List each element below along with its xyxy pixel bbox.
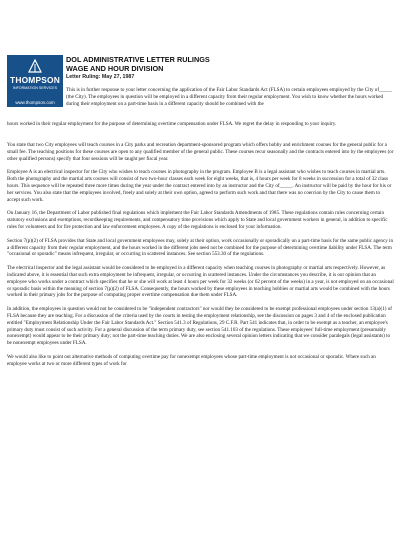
intro-paragraph: This is in further response to your letter concerning the application of the Fair Labor Standards Act (FLSA) to certain employees employed by the City of_____ (the City). The employees in question will be employed in a different capacity from their regular employment. You wish to know whether the hours worked during their employment on a part-time basis in a different capacity should be combined with the	[66, 87, 392, 107]
document-body	[7, 142, 394, 375]
paragraph-city-employees: You state that two City employees will teach courses in a City parks and recreation department-sponsored program which offers hobby and enrichment courses for the general public for a small fee. The teaching positions for these courses are open to any qualified member of the general public. These courses recur seasonally and the contracts entered into by the employees (or other qualified persons) specify that four sessions will be taught per fiscal year.	[7, 142, 394, 162]
letter-ruling-date: Letter Ruling: May 27, 1987	[66, 74, 135, 81]
paragraph-final-regulations: On January 16, the Department of Labor published final regulations which implement the Fair Labor Standards Amendments of 1985. These regulations contain rules concerning certain statutory exclusions and exemptions, recordkeeping requirements, and compensatory time provisions which apply to State and local government workers in general, in addition to specific rules for volunteers and for fire protection and law enforcement employees. A copy of the regulations is enclosed for your information.	[7, 210, 388, 230]
logo-url: www.thompson.com	[15, 100, 55, 105]
logo-mark-icon	[28, 59, 42, 73]
paragraph-alternative-methods: We would also like to point out alternative methods of computing overtime pay for nonexempt employees whose part-time employment is not occasional or sporadic. Where such an employee works at two or more different types of work for	[7, 353, 376, 367]
paragraph-employee-a-b: Employee A is an electrical inspector for the City who wishes to teach courses in photography in the program. Employee B is a legal assistant who wishes to teach courses in martial arts. Both the photography and the martial arts courses will consist of two two-hour classes each week for eight weeks, that is, 4 hours per week for 8 weeks in succession for a total of 32 class hours. This sequence will be repeated three more times during the year under the contract entered into by an instructor and the City of_____. An instructor will be paid by the hour for his or her services. You also state that the employees involved, freely and solely at their own option, agreed to perform such work and that there was no coercion by the City to cause them to accept such work.	[7, 169, 392, 203]
paragraph-section-7p2: Section 7(p)(2) of FLSA provides that State and local government employees may, solely at their option, work occasionally or sporadically on a part-time basis for the same public agency in a different capacity from their regular employment, and the hours worked in the different jobs need not be combined for the purpose of determining overtime liability under FLSA. The term "occasional or sporadic" means infrequent, irregular, or occurring in scattered instances. See section 553.30 of the regulations.	[7, 237, 393, 258]
logo-name: THOMPSON	[10, 75, 60, 85]
document-title-line1: DOL ADMINISTRATIVE LETTER RULINGS	[66, 55, 210, 64]
paragraph-different-capacity: The electrical inspector and the legal assistant would be considered to be employed in a different capacity when teaching courses in photography or martial arts respectively. However, as indicated above, it is essential that such extra employment be infrequent, irregular, or occurring in scattered instances. Under the circumstances you describe, it is our opinion that an employee who works under a contract which specifies that he or she will work at least 4 hours per week for 32 weeks (or 62 percent of the weeks) in a year, is not employed on an occasional or sporadic basis within the meaning of section 7(p)(2) of FLSA. Consequently, the hours worked by these employees in teaching hobbies or martial arts would be combined with the hours worked in their primary jobs for the purpose of computing proper overtime compensation due them under FLSA.	[7, 265, 394, 299]
logo-subtitle: INFORMATION SERVICES	[13, 86, 57, 90]
intro-paragraph-continued: hours worked in their regular employment for the purpose of determining overtime compensation under FLSA. We regret the delay in responding to your inquiry.	[7, 121, 337, 127]
document-title-line2: WAGE AND HOUR DIVISION	[66, 63, 164, 73]
paragraph-independent-contractors: In addition, the employees in question would not be considered to be "independent contractors" nor would they be considered to be exempt professional employees under section 13(a)(1) of FLSA because they are teaching. For a discussion of the criteria used by the courts in testing the employment relationship, see the discussion on pages 3 and 4 of the enclosed publication entitled "Employment Relationship Under the Fair Labor Standards Act." Section 541.3 of Regulations, 29 C.F.R. Part 541 indicates that, in order to be exempt as a teacher, an employee's primary duty must consist of such activity. For a general discussion of the term primary duty, see section 541.103 of the regulations. These employees' full-time employment (presumably nonexempt) would appear to be their primary duty; not the part-time teaching duties. We are also enclosing several opinion letters indicating that we consider paralegals (legal assistants) to be nonexempt employees under FLSA.	[7, 306, 392, 347]
document-header	[66, 56, 392, 81]
thompson-logo	[7, 55, 63, 107]
